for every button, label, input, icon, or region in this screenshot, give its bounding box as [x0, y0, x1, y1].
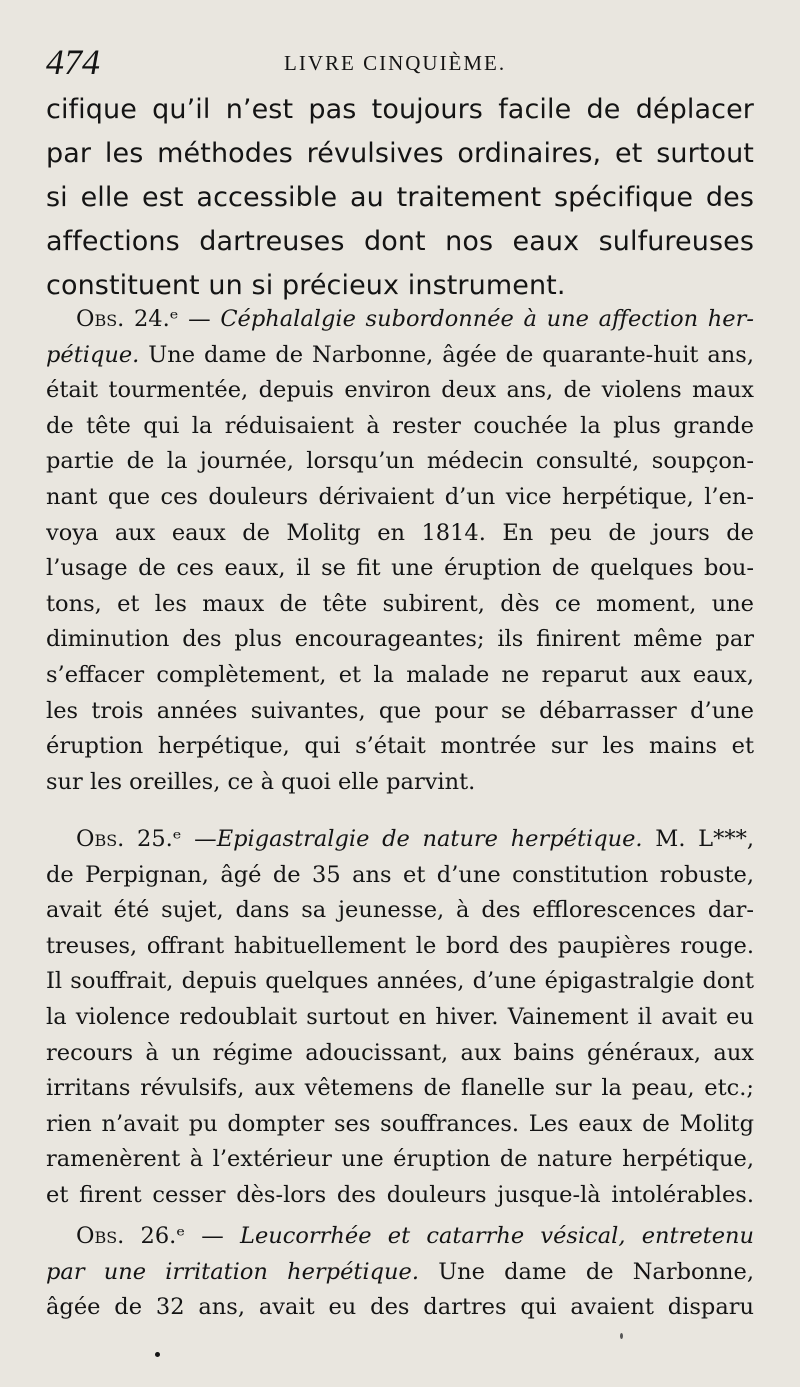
observation-title: Céphalalgie subordonnée à une affection her- — [220, 306, 754, 332]
text-line: cifique qu’il n’est pas toujours facile de déplacer — [46, 94, 754, 125]
text-line: Il souffrait, depuis quelques années, d’une épigastralgie dont — [46, 968, 754, 995]
text-line: si elle est accessible au traitement spécifique des — [46, 182, 754, 213]
text-fragment: M. L***, — [655, 826, 754, 852]
text-line: rien n’avait pu dompter ses souffrances. Les eaux de Molitg — [46, 1110, 754, 1137]
text-line: s’effacer complètement, et la malade ne reparut aux eaux, — [46, 661, 754, 688]
observation-title: Epigastralgie de nature herpétique. — [216, 826, 643, 852]
observation-label: Obs. 25.ᵉ — — [76, 826, 217, 852]
text-fragment: Une dame de Narbonne, — [438, 1258, 754, 1285]
text-line: voya aux eaux de Molitg en 1814. En peu de jours de — [46, 519, 754, 546]
text-line: diminution des plus encourageantes; ils finirent même par — [46, 626, 754, 653]
observation-label: Obs. 26.ᵉ — — [76, 1223, 224, 1249]
observation-title-continued: par une irritation herpétique. — [46, 1258, 419, 1285]
text-line: âgée de 32 ans, avait eu des dartres qui avaient disparu — [46, 1294, 754, 1321]
text-line: partie de la journée, lorsqu’un médecin consulté, soupçon- — [46, 448, 754, 475]
text-line: était tourmentée, depuis environ deux ans, de violens maux — [46, 377, 754, 404]
text-line: avait été sujet, dans sa jeunesse, à des efflorescences dar- — [46, 897, 754, 924]
observation-24 — [46, 302, 754, 800]
text-line: irritans révulsifs, aux vêtemens de flanelle sur la peau, etc.; — [46, 1075, 754, 1102]
text-line: la violence redoublait surtout en hiver. Vainement il avait eu — [46, 1003, 754, 1030]
observation-title: Leucorrhée et catarrhe vésical, entretenu — [240, 1223, 754, 1249]
text-line: nant que ces douleurs dérivaient d’un vice herpétique, l’en- — [46, 483, 754, 510]
text-line: constituent un si précieux instrument. — [46, 270, 566, 301]
running-title: LIVRE CINQUIÈME. — [284, 51, 507, 75]
text-line: éruption herpétique, qui s’était montrée sur les mains et — [46, 733, 754, 760]
text-fragment: Une dame de Narbonne, âgée de quarante-huit ans, — [148, 341, 754, 368]
observation-26 — [46, 1219, 754, 1326]
text-line: par les méthodes révulsives ordinaires, et surtout — [46, 138, 754, 169]
text-line: sur les oreilles, ce à quoi elle parvint. — [46, 768, 476, 795]
text-line: affections dartreuses dont nos eaux sulfureuses — [46, 226, 754, 257]
page-header — [46, 38, 754, 86]
text-line — [46, 1255, 754, 1291]
text-line: recours à un régime adoucissant, aux bains généraux, aux — [46, 1039, 754, 1066]
observation-heading — [46, 822, 754, 858]
text-line: et firent cesser dès-lors des douleurs jusque-là intolérables. — [46, 1181, 754, 1208]
text-line: de Perpignan, âgé de 35 ans et d’une constitution robuste, — [46, 861, 754, 888]
text-line: de tête qui la réduisaient à rester couchée la plus grande — [46, 412, 754, 439]
text-line: les trois années suivantes, que pour se débarrasser d’une — [46, 697, 754, 724]
ink-speck — [155, 1352, 160, 1357]
ink-speck — [620, 1333, 623, 1339]
text-line: tons, et les maux de tête subirent, dès ce moment, une — [46, 590, 754, 617]
text-line: treuses, offrant habituellement le bord des paupières rouge. — [46, 932, 754, 959]
observation-25 — [46, 822, 754, 1214]
observation-heading — [46, 1219, 754, 1255]
observation-title-continued: pétique. — [46, 341, 140, 368]
intro-paragraph — [46, 88, 754, 308]
text-line: l’usage de ces eaux, il se fit une éruption de quelques bou- — [46, 555, 754, 582]
observation-label: Obs. 24.ᵉ — — [76, 306, 211, 332]
text-line: ramenèrent à l’extérieur une éruption de nature herpétique, — [46, 1146, 754, 1173]
page-number: 474 — [46, 42, 100, 82]
text-line — [46, 338, 754, 374]
observation-heading — [46, 302, 754, 338]
